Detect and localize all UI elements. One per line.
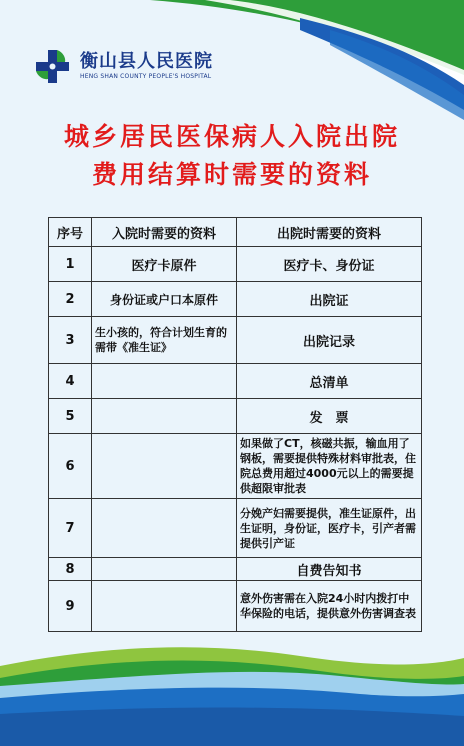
row-discharge: 总清单	[237, 364, 422, 399]
header-admission: 入院时需要的资料	[92, 218, 237, 247]
table-row	[49, 558, 422, 581]
row-admission: 生小孩的，符合计划生育的需带《准生证》	[92, 317, 237, 364]
row-admission	[92, 364, 237, 399]
table-row	[49, 282, 422, 317]
table-row	[49, 499, 422, 558]
row-admission	[92, 581, 237, 632]
header-no: 序号	[49, 218, 92, 247]
hospital-name: 衡山县人民医院	[80, 50, 213, 72]
header-discharge: 出院时需要的资料	[237, 218, 422, 247]
row-discharge: 分娩产妇需要提供，准生证原件，出生证明，身份证，医疗卡，引产者需提供引产证	[237, 499, 422, 558]
row-no: 3	[49, 317, 92, 364]
row-admission	[92, 558, 237, 581]
bottom-decoration	[0, 636, 464, 746]
row-discharge: 意外伤害需在入院24小时内拨打中华保险的电话，提供意外伤害调查表	[237, 581, 422, 632]
hospital-cross-logo-icon	[30, 44, 74, 88]
row-no: 5	[49, 399, 92, 434]
row-discharge: 自费告知书	[237, 558, 422, 581]
table-header-row	[49, 218, 422, 247]
hospital-english-name: HENG SHAN COUNTY PEOPLE'S HOSPITAL	[80, 72, 212, 80]
table-row	[49, 434, 422, 499]
row-discharge: 出院记录	[237, 317, 422, 364]
row-no: 7	[49, 499, 92, 558]
hospital-logo	[30, 44, 213, 88]
table-row	[49, 317, 422, 364]
requirements-table	[48, 217, 422, 632]
table-row	[49, 399, 422, 434]
page-title-line-1: 城乡居民医保病人入院出院	[63, 122, 400, 151]
row-discharge: 医疗卡、身份证	[237, 247, 422, 282]
row-no: 4	[49, 364, 92, 399]
row-no: 9	[49, 581, 92, 632]
row-no: 8	[49, 558, 92, 581]
table-row	[49, 581, 422, 632]
row-discharge: 出院证	[237, 282, 422, 317]
row-no: 2	[49, 282, 92, 317]
row-admission: 医疗卡原件	[92, 247, 237, 282]
row-discharge: 如果做了CT，核磁共振，输血用了钢板，需要提供特殊材料审批表，住院总费用超过4000元以上的需要提供超限审批表	[237, 434, 422, 499]
row-admission	[92, 434, 237, 499]
row-discharge: 发 票	[237, 399, 422, 434]
row-admission	[92, 399, 237, 434]
row-no: 6	[49, 434, 92, 499]
row-admission: 身份证或户口本原件	[92, 282, 237, 317]
table-row	[49, 247, 422, 282]
table-row	[49, 364, 422, 399]
row-admission	[92, 499, 237, 558]
page-title-line-2: 费用结算时需要的资料	[91, 160, 372, 189]
row-no: 1	[49, 247, 92, 282]
